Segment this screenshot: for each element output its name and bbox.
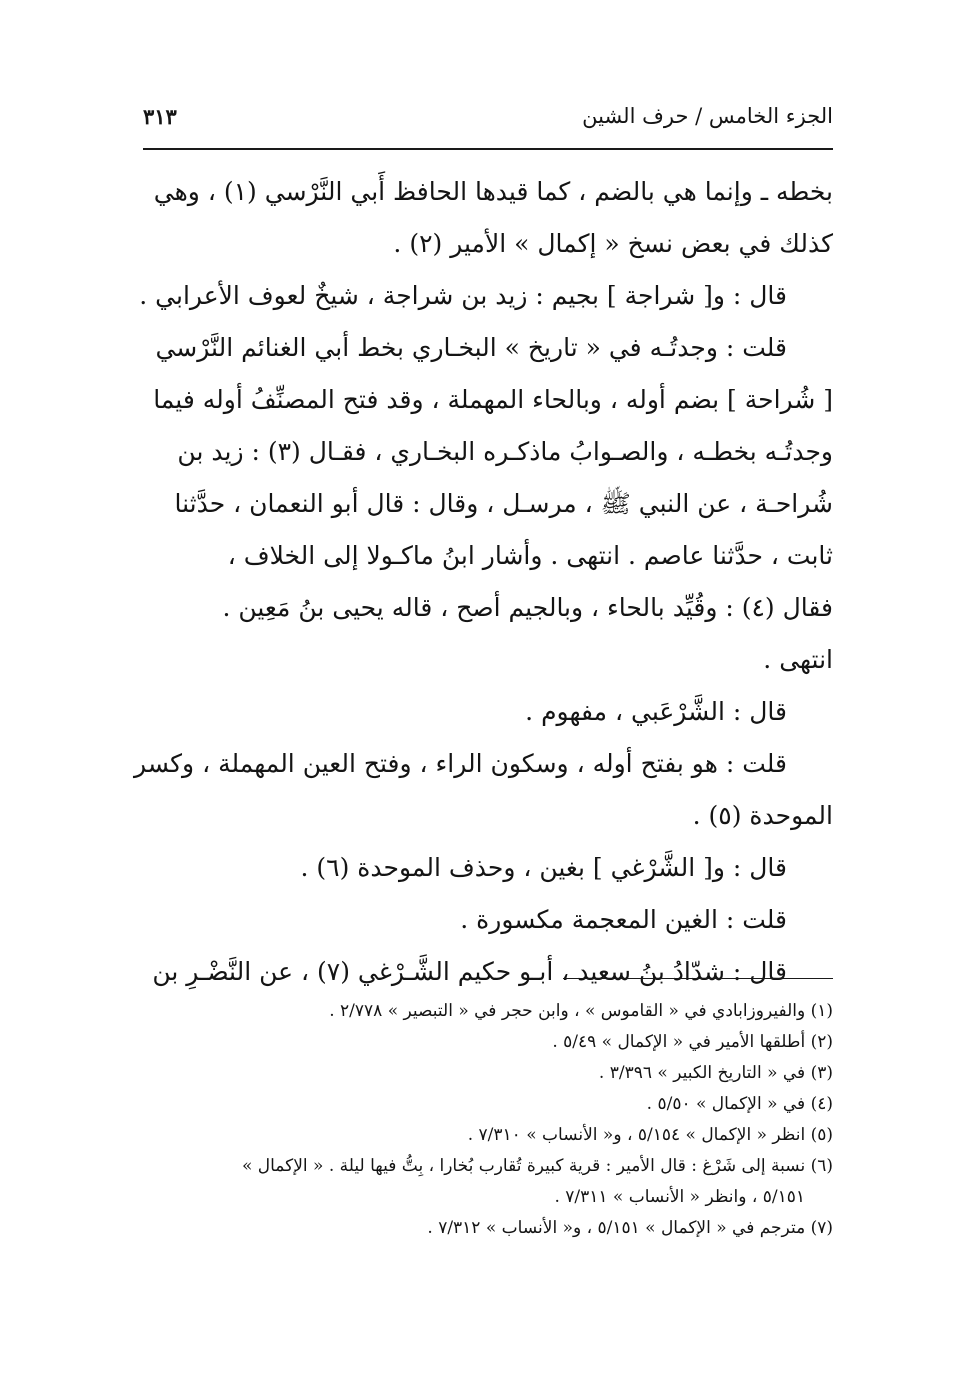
footnotes [143, 996, 833, 1244]
running-title: الجزء الخامس / حرف الشين [582, 104, 833, 128]
text-line: وجدتُـه بخطـه ، والصـوابُ ماذكـره البخـاري ، فقـال (٣) : زيد بن [177, 437, 833, 466]
footnote-2: (٢) أطلقها الأمير في « الإكمال » ٥/٤٩ . [552, 1032, 833, 1052]
footnote-divider [563, 978, 833, 979]
footnote-3: (٣) في « التاريخ الكبير » ٣/٣٩٦ . [598, 1063, 833, 1083]
footnote-7: (٧) مترجم في « الإكمال » ٥/١٥١ ، و« الأنساب » ٧/٣١٢ . [427, 1218, 833, 1238]
text-line: ثابت ، حدَّثنا عاصم . انتهى . وأشار ابنُ ماكـولا إلى الخلاف ، [227, 541, 833, 570]
footnote-4: (٤) في « الإكمال » ٥/٥٠ . [646, 1094, 833, 1114]
footnote-6: (٦) نسبة إلى شَرْغ : قال الأمير : قرية كبيرة تُقارب بُخارا ، بِتُّ فيها ليلة . « الإكمال » [241, 1156, 833, 1176]
text-line: قال : شدّادُ بنُ سعيد ، أبـو حكيم الشَّـرْغي (٧) ، عن النَّضْـرِ بن [152, 957, 787, 986]
text-line: قال : و[ شراجة ] بجيم : زيد بن شراجة ، شيخٌ لعوف الأعرابي . [139, 281, 787, 310]
header-divider [143, 148, 833, 150]
text-line: [ شُراحة ] بضم أوله ، وبالحاء المهملة ، وقد فتح المصنِّفُ أوله فيما [153, 385, 833, 414]
main-text [134, 166, 833, 998]
text-line: انتهى . [763, 645, 833, 674]
footnote-5: (٥) انظر « الإكمال » ٥/١٥٤ ، و« الأنساب » ٧/٣١٠ . [467, 1125, 833, 1145]
text-line: قلت : هو بفتح أوله ، وسكون الراء ، وفتح العين المهملة ، وكسر [134, 749, 787, 778]
text-line: قال : و[ الشَّرْغي ] بغين ، وحذف الموحدة (٦) . [300, 853, 787, 882]
footnote-6-continued: ٥/١٥١ ، وانظر « الأنساب » ٧/٣١١ . [554, 1187, 805, 1207]
text-line: قلت : الغين المعجمة مكسورة . [460, 905, 787, 934]
text-line: شُراحـة ، عن النبي ﷺ ، مرسـل ، وقال : قال أبو النعمان ، حدَّثنا [174, 489, 833, 518]
text-line: قال : الشَّرْعَبي ، مفهوم . [525, 697, 787, 726]
footnote-1: (١) والفيروزابادي في « القاموس » ، وابن حجر في « التبصير » ٢/٧٧٨ . [329, 1001, 833, 1021]
page-header [143, 100, 833, 140]
text-line: كذلك في بعض نسخ « إكمال » الأمير (٢) . [393, 229, 833, 258]
text-line: قلت : وجدتُـه في « تاريخ » البخـاري بخط أبي الغنائم النَّرْسي [155, 333, 787, 362]
page-number: ٣١٣ [143, 104, 177, 129]
text-line: بخطه ـ وإنما هي بالضم ، كما قيدها الحافظ أَبي النَّرْسي (١) ، وهي [153, 177, 833, 206]
text-line: فقال (٤) : وقُيِّد بالحاء ، وبالجيم أصح ، قاله يحيى بنُ مَعِين . [222, 593, 833, 622]
text-line: الموحدة (٥) . [692, 801, 833, 830]
